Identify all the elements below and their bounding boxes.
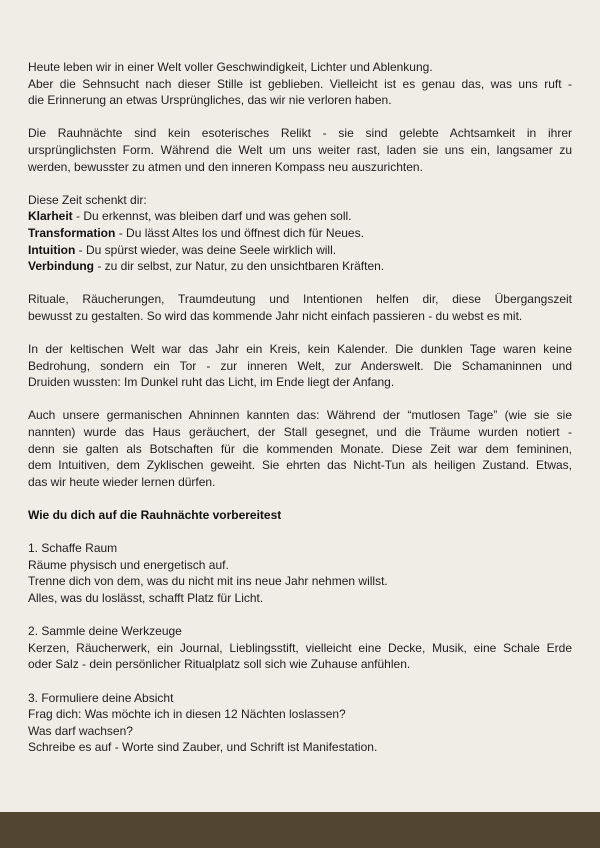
text-line bbox=[28, 225, 572, 242]
line-text: die Erinnerung an etwas Ursprüngliches, das wir nie verloren haben. bbox=[28, 93, 392, 108]
text-line bbox=[28, 407, 572, 424]
line-text: Die Rauhnächte sind kein esoterisches Relikt - sie sind gelebte Achtsamkeit in ihrer bbox=[28, 126, 572, 141]
line-text: werden, bewusster zu atmen und den inneren Kompass neu auszurichten. bbox=[28, 159, 423, 174]
bold-term: Intuition bbox=[28, 242, 76, 257]
text-line bbox=[28, 507, 572, 524]
line-text: - zu dir selbst, zur Natur, zu den unsichtbaren Kräften. bbox=[94, 259, 385, 274]
text-line bbox=[28, 358, 572, 375]
line-text: Schreibe es auf - Worte sind Zauber, und Schrift ist Manifestation. bbox=[28, 740, 378, 755]
text-line bbox=[28, 59, 572, 76]
text-line bbox=[28, 723, 572, 740]
blank-line bbox=[28, 325, 572, 342]
blank-line bbox=[28, 275, 572, 292]
line-text: das wir heute wieder lernen dürfen. bbox=[28, 474, 216, 489]
text-line bbox=[28, 125, 572, 142]
line-text: Bedrohung, sondern ein Tor - zur inneren Welt, zur Anderswelt. Die Schamaninnen und bbox=[28, 358, 572, 373]
line-text: Trenne dich von dem, was du nicht mit ins neue Jahr nehmen willst. bbox=[28, 574, 388, 589]
line-text: 2. Sammle deine Werkzeuge bbox=[28, 624, 182, 639]
line-text: Auch unsere germanischen Ahninnen kannten das: Während der “mutlosen Tage” (wie sie sie bbox=[28, 408, 572, 423]
text-line bbox=[28, 640, 572, 657]
text-line bbox=[28, 557, 572, 574]
blank-line bbox=[28, 524, 572, 541]
bold-term: Wie du dich auf die Rauhnächte vorbereitest bbox=[28, 508, 282, 523]
bold-term: Verbindung bbox=[28, 259, 94, 274]
text-line bbox=[28, 192, 572, 209]
text-line bbox=[28, 656, 572, 673]
blank-line bbox=[28, 391, 572, 408]
blank-line bbox=[28, 607, 572, 624]
text-line bbox=[28, 623, 572, 640]
text-line bbox=[28, 739, 572, 756]
document-body bbox=[28, 59, 572, 756]
line-text: Diese Zeit schenkt dir: bbox=[28, 192, 147, 207]
blank-line bbox=[28, 175, 572, 192]
text-line bbox=[28, 341, 572, 358]
text-line bbox=[28, 291, 572, 308]
blank-line bbox=[28, 490, 572, 507]
line-text: Räume physisch und energetisch auf. bbox=[28, 557, 229, 572]
line-text: dem Intuitiven, dem Zyklischen geweiht. Sie ehrten das Nicht-Tun als heiligen Zustand. Etwas, bbox=[28, 458, 572, 473]
line-text: Alles, was du loslässt, schafft Platz für Licht. bbox=[28, 591, 264, 605]
line-text: 3. Formuliere deine Absicht bbox=[28, 690, 174, 705]
bold-term: Klarheit bbox=[28, 209, 73, 224]
line-text: Rituale, Räucherungen, Traumdeutung und Intentionen helfen dir, diese Übergangszeit bbox=[28, 292, 572, 307]
blank-line bbox=[28, 109, 572, 126]
text-line bbox=[28, 208, 572, 225]
line-text: denn sie galten als Botschaften für die kommenden Monate. Diese Zeit war dem femininen, bbox=[28, 441, 572, 456]
line-text: bewusst zu gestalten. So wird das kommende Jahr nicht einfach passieren - du webst es mit. bbox=[28, 308, 523, 323]
line-text: - Du lässt Altes los und öffnest dich für Neues. bbox=[115, 225, 364, 240]
text-line bbox=[28, 590, 572, 607]
text-line bbox=[28, 706, 572, 723]
text-line bbox=[28, 308, 572, 325]
line-text: Druiden wussten: Im Dunkel ruht das Licht, im Ende liegt der Anfang. bbox=[28, 375, 395, 390]
line-text: Kerzen, Räucherwerk, ein Journal, Lieblingsstift, vielleicht eine Decke, Musik, eine Schale Erde bbox=[28, 640, 572, 655]
text-line bbox=[28, 76, 572, 93]
line-text: ursprünglichsten Form. Während die Welt um uns weiter rast, laden sie uns ein, langsamer zu bbox=[28, 142, 572, 157]
text-line bbox=[28, 424, 572, 441]
text-line bbox=[28, 573, 572, 590]
footer-bar bbox=[0, 812, 600, 848]
text-line bbox=[28, 374, 572, 391]
line-text: 1. Schaffe Raum bbox=[28, 541, 118, 556]
line-text: oder Salz - dein persönlicher Ritualplatz soll sich wie Zuhause anfühlen. bbox=[28, 657, 411, 672]
line-text: In der keltischen Welt war das Jahr ein Kreis, kein Kalender. Die dunklen Tage waren keine bbox=[28, 342, 572, 357]
text-line bbox=[28, 242, 572, 259]
text-line bbox=[28, 258, 572, 275]
line-text: Frag dich: Was möchte ich in diesen 12 Nächten loslassen? bbox=[28, 707, 346, 722]
text-line bbox=[28, 690, 572, 707]
text-line bbox=[28, 540, 572, 557]
text-line bbox=[28, 474, 572, 491]
blank-line bbox=[28, 673, 572, 690]
text-line bbox=[28, 159, 572, 176]
bold-term: Transformation bbox=[28, 225, 116, 240]
text-line bbox=[28, 441, 572, 458]
line-text: nannten) wurde das Haus geräuchert, der Stall gesegnet, und die Träume wurden notiert - bbox=[28, 425, 572, 440]
line-text: - Du erkennst, was bleiben darf und was gehen soll. bbox=[72, 209, 352, 224]
line-text: Heute leben wir in einer Welt voller Geschwindigkeit, Lichter und Ablenkung. bbox=[28, 60, 433, 74]
line-text: Aber die Sehnsucht nach dieser Stille ist geblieben. Vielleicht ist es genau das, was uns ruft - bbox=[28, 76, 572, 91]
text-line bbox=[28, 92, 572, 109]
line-text: - Du spürst wieder, was deine Seele wirklich will. bbox=[75, 242, 337, 257]
text-line bbox=[28, 457, 572, 474]
text-line bbox=[28, 142, 572, 159]
line-text: Was darf wachsen? bbox=[28, 723, 133, 738]
